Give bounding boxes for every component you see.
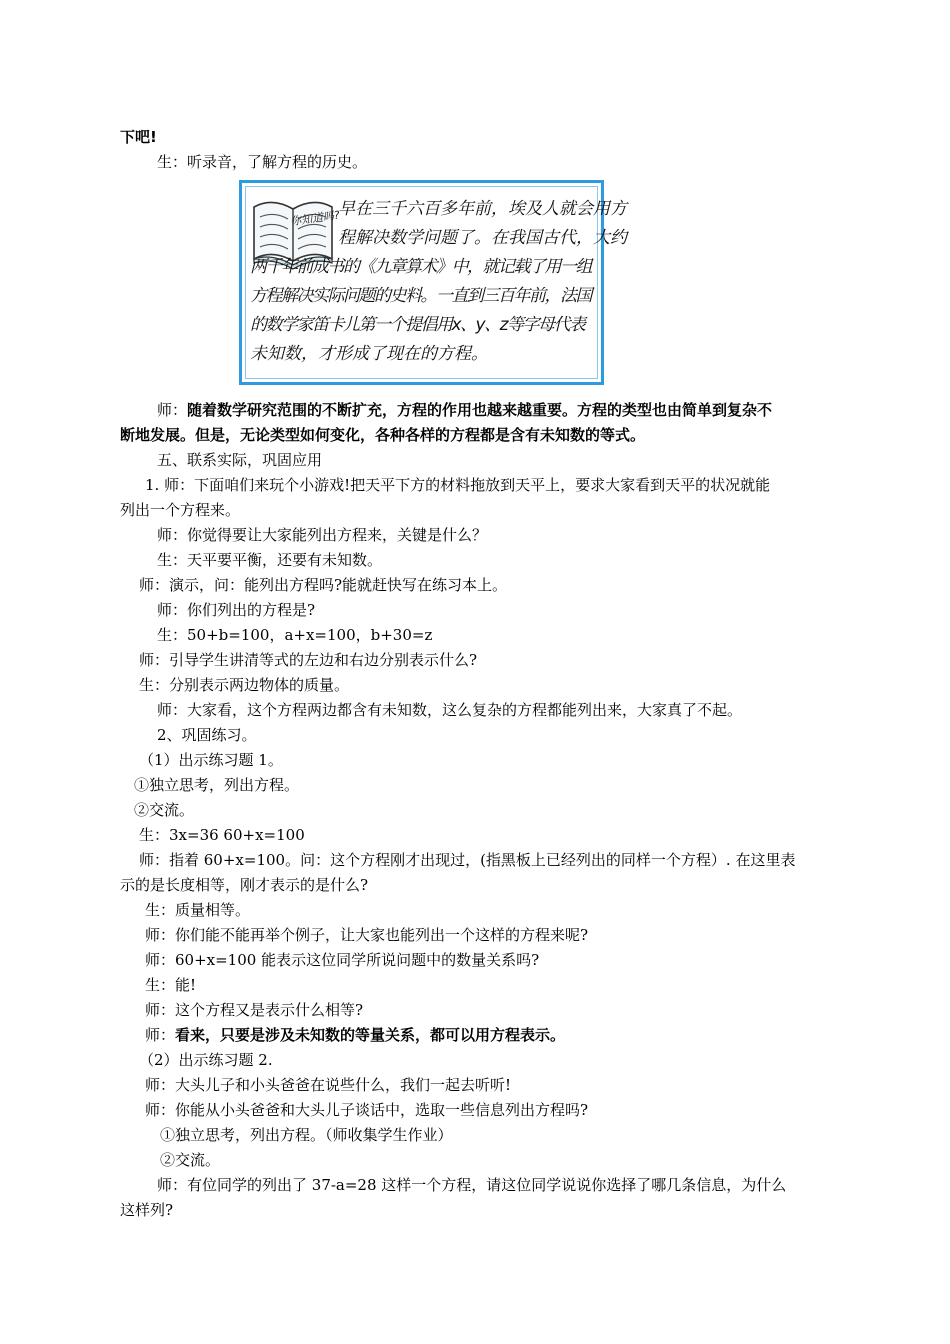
text-line: ①独立思考，列出方程。 [134, 776, 300, 794]
text-line: （2）出示练习题 2. [139, 1051, 273, 1069]
figure-text-line: 程解决数学问题了。在我国古代，大约 [338, 228, 627, 248]
emphasis-text: 随着数学研究范围的不断扩充，方程的作用也越来越重要。方程的类型也由简单到复杂不 [187, 401, 773, 419]
section-heading: 五、联系实际，巩固应用 [157, 451, 323, 469]
text-line: 生：听录音，了解方程的历史。 [157, 153, 368, 171]
book-label: 你知道吗? [289, 208, 341, 229]
text-line: 生：分别表示两边物体的质量。 [139, 676, 350, 694]
text-line: 断地发展。但是，无论类型如何变化，各种各样的方程都是含有未知数的等式。 [120, 426, 646, 444]
text-line: （1）出示练习题 1。 [139, 751, 283, 769]
text-line: 师：你能从小头爸爸和大头儿子谈话中，选取一些信息列出方程吗? [145, 1101, 589, 1119]
text-line: 列出一个方程来。 [120, 501, 241, 519]
text-line: 师：你们能不能再举个例子，让大家也能列出一个这样的方程来呢? [145, 926, 589, 944]
figure-text-line: 方程解决实际问题的史料。一直到三百年前，法国 [250, 286, 591, 306]
text-line: 生：质量相等。 [145, 901, 251, 919]
text-line: 师：有位同学的列出了 37-a=28 这样一个方程，请这位同学说说你选择了哪几条信息，为什么 [157, 1176, 787, 1194]
text-line: 师：你觉得要让大家能列出方程来，关键是什么？ [157, 526, 488, 544]
text-line: 师：指着 60+x=100。问：这个方程刚才出现过，(指黑板上已经列出的同样一个方程）. 在这里表 [139, 851, 796, 869]
text-line: 师：这个方程又是表示什么相等? [145, 1001, 364, 1019]
figure-text-line: 未知数，才形成了现在的方程。 [250, 344, 488, 364]
text-line: 示的是长度相等，刚才表示的是什么? [120, 876, 369, 894]
text-line: 2、巩固练习。 [157, 726, 257, 744]
text-line: 师：60+x=100 能表示这位同学所说问题中的数量关系吗? [145, 951, 540, 969]
text-line: 师：大家看，这个方程两边都含有未知数，这么复杂的方程都能列出来，大家真了不起。 [157, 701, 743, 719]
text-line: 师：引导学生讲清等式的左边和右边分别表示什么? [139, 651, 478, 669]
text-line: 生：50+b=100，a+x=100，b+30=z [157, 626, 433, 644]
text-line: ②交流。 [134, 801, 195, 819]
text-line: 下吧! [120, 128, 157, 146]
figure-text [250, 195, 627, 369]
figure-text-line: 早在三千六百多年前，埃及人就会用方 [338, 199, 627, 219]
text-line: ②交流。 [160, 1151, 221, 1169]
text-line: 生：3x=36 60+x=100 [139, 826, 305, 844]
text-line: 这样列? [120, 1201, 174, 1219]
text-line: 生：能! [145, 976, 197, 994]
figure-text-line: 两千年前成书的《九章算术》中，就记载了用一组 [250, 257, 591, 277]
figure-text-line: 的数学家笛卡儿第一个提倡用x、y、z等字母代表 [250, 315, 585, 335]
text-line: 1. 师：下面咱们来玩个小游戏!把天平下方的材料拖放到天平上，要求大家看到天平的状况就能 [145, 476, 771, 494]
text-line [145, 1024, 565, 1046]
text-line: 师：演示，问：能列出方程吗?能就赶快写在练习本上。 [139, 576, 508, 594]
emphasis-text: 看来，只要是涉及未知数的等量关系，都可以用方程表示。 [175, 1026, 566, 1044]
speaker-label: 师： [145, 1026, 176, 1044]
text-line: ①独立思考，列出方程。（师收集学生作业） [160, 1126, 453, 1144]
text-line: 师：大头儿子和小头爸爸在说些什么，我们一起去听听! [145, 1076, 512, 1094]
speaker-label: 师： [157, 401, 188, 419]
text-line: 生：天平要平衡，还要有未知数。 [157, 551, 383, 569]
text-line [157, 399, 772, 421]
text-line: 师：你们列出的方程是? [157, 601, 316, 619]
history-figure [239, 180, 627, 385]
